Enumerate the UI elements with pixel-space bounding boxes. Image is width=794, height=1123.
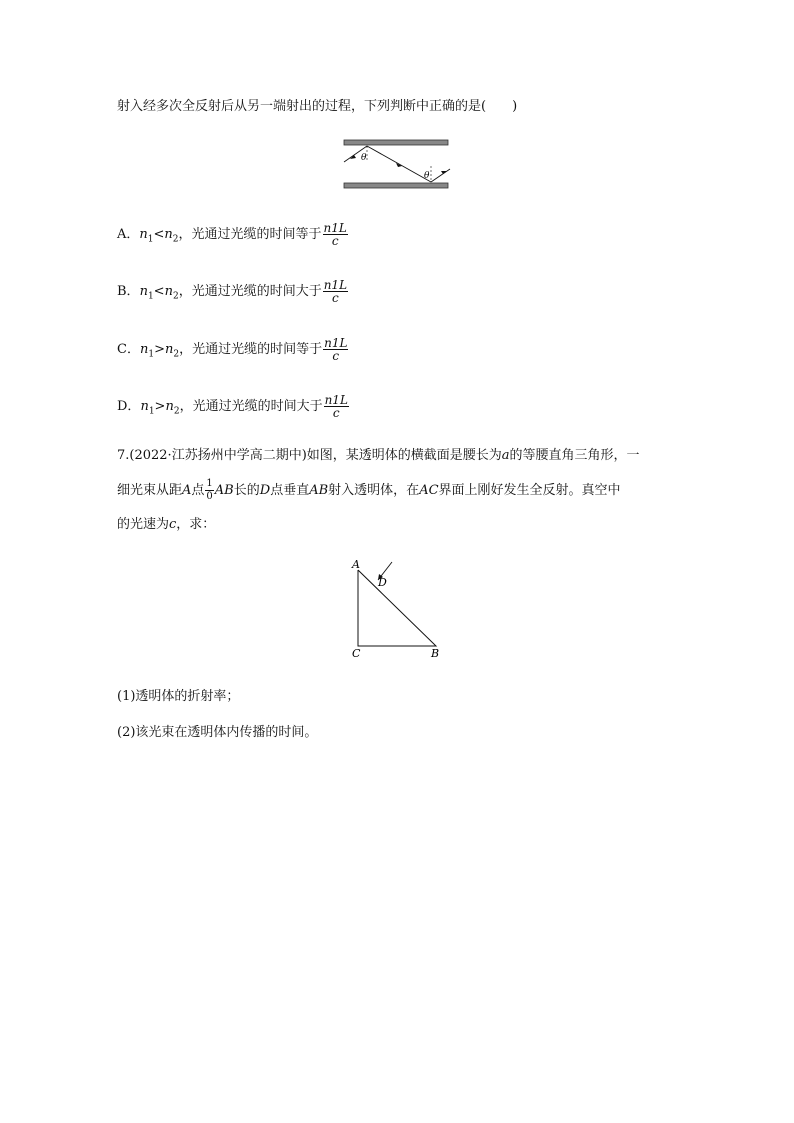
q7-line-3 <box>117 515 215 535</box>
point-A: A <box>182 483 192 498</box>
sub-2: 2 <box>173 349 180 360</box>
sub-2: 2 <box>172 291 179 302</box>
frac-den: c <box>332 349 340 363</box>
relation: < <box>153 227 165 242</box>
q7-text: 的等腰直角三角形，一 <box>509 448 640 463</box>
fraction <box>324 394 349 419</box>
option-d[interactable] <box>117 394 350 422</box>
var-n: n <box>139 227 148 242</box>
segment-AB: AB <box>309 483 329 498</box>
var-n: n <box>164 227 173 242</box>
option-letter: C． <box>117 342 140 357</box>
q7-line-1 <box>117 446 640 466</box>
frac-den: c <box>332 406 340 420</box>
relation: < <box>153 284 165 299</box>
frac-num: n1L <box>324 393 348 407</box>
segment-AC: AC <box>419 483 439 498</box>
fiber-top-wall <box>344 140 448 145</box>
fiber-reflection-figure <box>340 136 452 192</box>
q7-text: 长的 <box>233 483 260 498</box>
var-n: n <box>164 284 173 299</box>
fiber-bottom-wall <box>344 183 448 188</box>
option-c[interactable] <box>117 337 349 365</box>
frac-den: c <box>332 291 339 305</box>
frac-den: c <box>331 234 339 248</box>
triangle-abc <box>358 570 436 646</box>
var-n: n <box>140 399 149 414</box>
sub-1: 1 <box>147 291 154 302</box>
q7-text: 点垂直 <box>270 483 310 498</box>
q6-stem-text: 射入经多次全反射后从另一端射出的过程，下列判断中正确的是( ) <box>117 99 518 114</box>
light-ray-out <box>431 169 450 182</box>
option-b[interactable] <box>117 279 349 307</box>
triangle-figure <box>348 556 448 662</box>
frac-num: n1L <box>324 336 348 350</box>
light-ray-reflected <box>367 146 431 182</box>
sub-1: 1 <box>147 234 154 245</box>
var-a: a <box>501 448 510 463</box>
fraction <box>323 337 348 362</box>
label-C: C <box>352 647 361 660</box>
q7-text: 射入透明体，在 <box>328 483 420 498</box>
q7-subquestion-1: (1)透明体的折射率； <box>117 689 240 704</box>
option-letter: D． <box>117 399 141 414</box>
point-D: D <box>259 483 271 498</box>
label-A: A <box>352 558 360 571</box>
frac-num: n1L <box>323 278 348 292</box>
sub-1: 1 <box>148 349 155 360</box>
option-letter: B． <box>117 284 140 299</box>
var-n: n <box>139 284 148 299</box>
option-a[interactable] <box>117 222 349 250</box>
frac-den: 0 <box>206 491 213 502</box>
relation: > <box>154 342 165 357</box>
q7-text: 点 <box>191 483 205 498</box>
var-n: n <box>165 399 174 414</box>
q7-subquestion-2: (2)该光束在透明体内传播的时间。 <box>117 725 318 740</box>
sub-2: 2 <box>173 406 180 417</box>
theta-label-top: θ <box>361 153 367 163</box>
q7-text: 界面上刚好发生全反射。真空中 <box>438 483 621 498</box>
q7-text: 7.(2022·江苏扬州中学高二期中)如图，某透明体的横截面是腰长为 <box>117 448 502 463</box>
option-text: ，光通过光缆的时间大于 <box>179 399 323 414</box>
q7-text: 细光束从距 <box>117 483 183 498</box>
relation: > <box>154 399 166 414</box>
fraction <box>323 279 348 304</box>
q7-text: ，求： <box>176 517 216 532</box>
fraction <box>323 222 348 247</box>
fraction-one-over <box>205 478 213 503</box>
sub-1: 1 <box>148 406 155 417</box>
frac-num: 1 <box>206 478 213 489</box>
q7-line-2 <box>117 478 621 503</box>
q7-text: 的光速为 <box>117 517 170 532</box>
frac-num: n1L <box>323 221 347 235</box>
label-B: B <box>431 647 440 660</box>
option-text: ，光通过光缆的时间等于 <box>178 227 322 242</box>
var-n: n <box>139 342 149 357</box>
option-letter: A． <box>117 227 140 242</box>
theta-label-bottom: θ <box>424 171 430 181</box>
segment-AB: AB <box>214 483 234 498</box>
var-n: n <box>164 342 174 357</box>
var-c: c <box>169 517 177 532</box>
sub-2: 2 <box>172 234 179 245</box>
option-text: ，光通过光缆的时间大于 <box>178 284 322 299</box>
option-text: ，光通过光缆的时间等于 <box>179 342 323 357</box>
label-D: D <box>378 576 387 589</box>
